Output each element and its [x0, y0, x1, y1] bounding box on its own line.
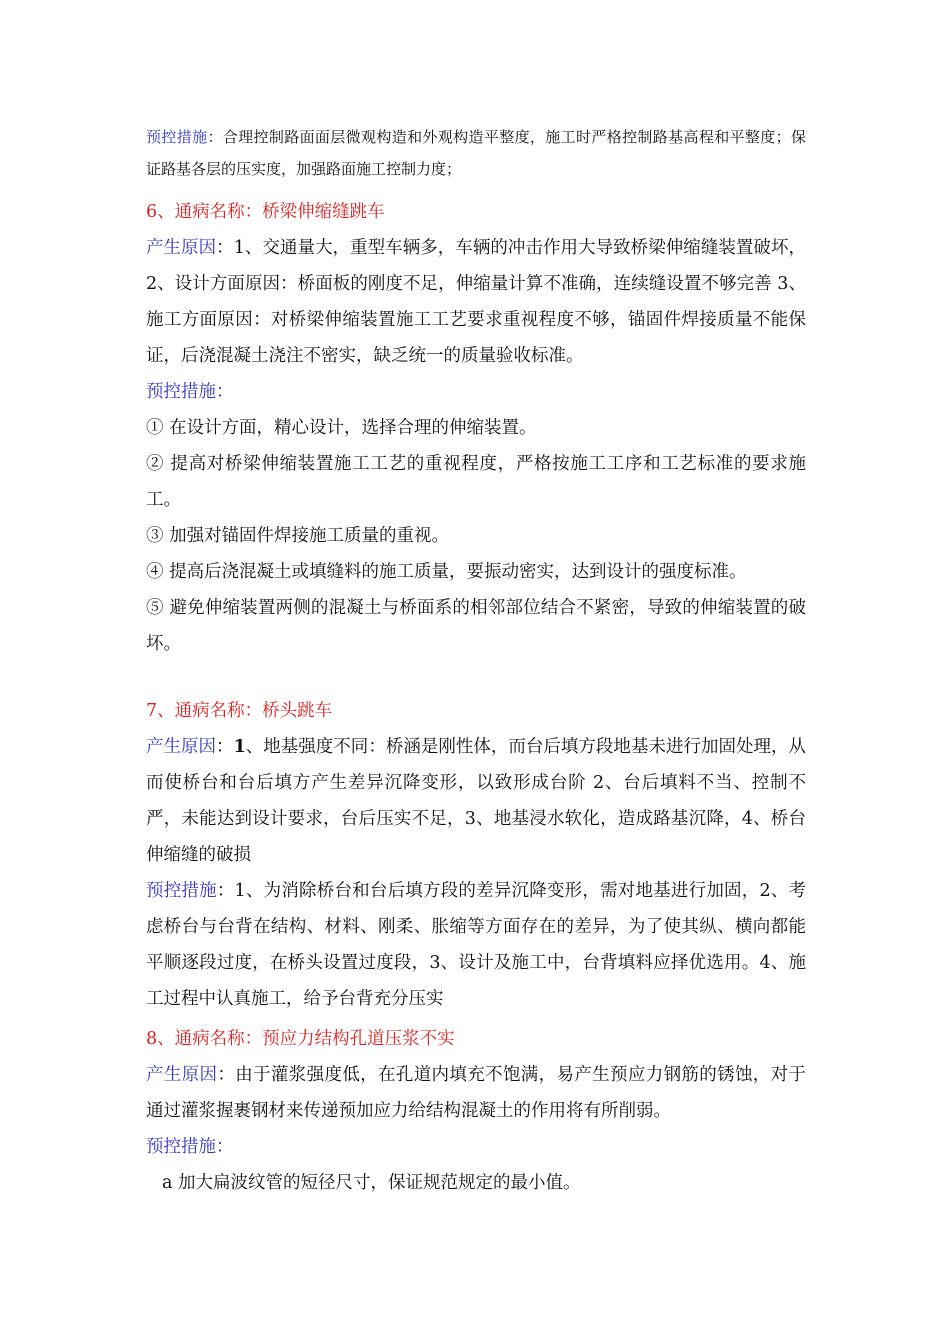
- s8-measures-label: 预控措施：: [146, 1137, 234, 1157]
- s7-cause-paragraph: [146, 729, 806, 873]
- s7-measures-label: 预控措施: [146, 881, 217, 901]
- s6-measures-label: 预控措施：: [146, 382, 234, 402]
- s5-measures-text: ：合理控制路面面层微观构造和外观构造平整度，施工时严格控制路基高程和平整度；保证路基各层的压实度，加强路面施工控制力度；: [146, 128, 806, 178]
- s8-cause-paragraph: [146, 1057, 806, 1129]
- s8-cause-label: 产生原因: [146, 1065, 218, 1085]
- s7-measures-text: ：1、为消除桥台和台后填方段的差异沉降变形，需对地基进行加固，2、考虑桥台与台背在结构、材料、刚柔、胀缩等方面存在的差异，为了使其纵、横向都能平顺逐段过度，在桥头设置过度段，3、设计及施工中，台背填料应择优选用。4、施工过程中认真施工，给予台背充分压实: [146, 881, 807, 1009]
- s5-measures-paragraph: [146, 121, 806, 185]
- s7-cause-sep: ：: [216, 737, 234, 757]
- s5-measures-label: 预控措施: [146, 128, 208, 146]
- s6-cause-label: 产生原因: [146, 238, 217, 258]
- s7-cause-label: 产生原因: [146, 737, 217, 757]
- s7-title: 7、通病名称：桥头跳车: [146, 701, 333, 721]
- s8-item-a: a 加大扁波纹管的短径尺寸，保证规范规定的最小值。: [162, 1173, 581, 1193]
- list-item: ② 提高对桥梁伸缩装置施工工艺的重视程度，严格按施工工序和工艺标准的要求施工。: [146, 454, 806, 510]
- s8-cause-text: ：由于灌浆强度低，在孔道内填充不饱满，易产生预应力钢筋的锈蚀，对于通过灌浆握裹钢材来传递预加应力给结构混凝土的作用将有所削弱。: [146, 1065, 806, 1121]
- s6-cause-paragraph: [146, 230, 806, 374]
- list-item: ③ 加强对锚固件焊接施工质量的重视。: [146, 526, 450, 546]
- s6-measures-list: [146, 410, 806, 662]
- list-item: ① 在设计方面，精心设计，选择合理的伸缩装置。: [146, 418, 537, 438]
- s8-title: 8、通病名称：预应力结构孔道压浆不实: [146, 1029, 455, 1049]
- list-item: ④ 提高后浇混凝土或填缝料的施工质量，要振动密实，达到设计的强度标准。: [146, 562, 747, 582]
- list-item: ⑤ 避免伸缩装置两侧的混凝土与桥面系的相邻部位结合不紧密，导致的伸缩装置的破坏。: [146, 598, 806, 654]
- s7-measures-paragraph: [146, 873, 806, 1017]
- s6-title: 6、通病名称：桥梁伸缩缝跳车: [146, 202, 385, 222]
- s7-cause-text: 、地基强度不同：桥涵是刚性体，而台后填方段地基未进行加固处理，从而使桥台和台后填方产生差异沉降变形，以致形成台阶 2、台后填料不当、控制不严，未能达到设计要求，台后压实不足，3、地基浸水软化，造成路基沉降，4、桥台伸缩缝的破损: [146, 737, 807, 865]
- s7-cause-bold-number: 1: [233, 737, 246, 757]
- s6-cause-text: ：1、交通量大，重型车辆多，车辆的冲击作用大导致桥梁伸缩缝装置破坏，2、设计方面原因：桥面板的刚度不足，伸缩量计算不准确，连续缝设置不够完善 3、施工方面原因：对桥梁伸缩装置施工工艺要求重视程度不够，锚固件焊接质量不能保证，后浇混凝土浇注不密实，缺乏统一的质量验收标准。: [146, 238, 807, 366]
